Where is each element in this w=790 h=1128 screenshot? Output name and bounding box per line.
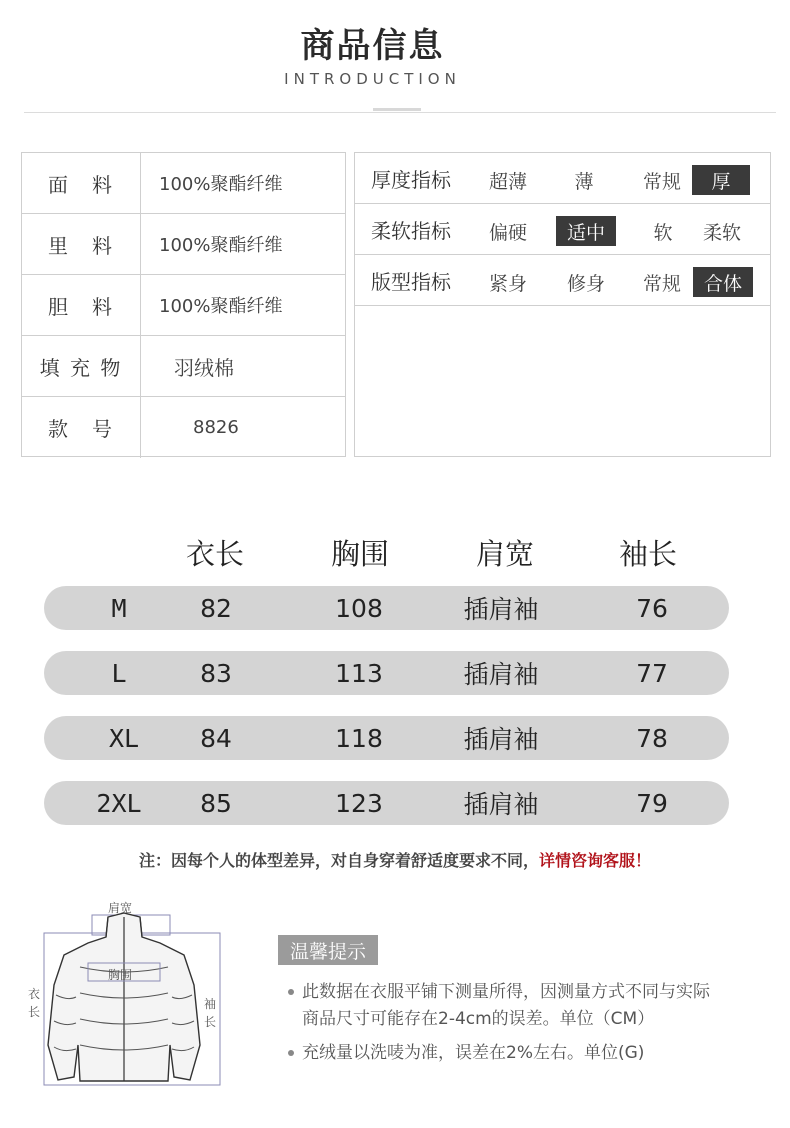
index-option: 偏硬 [488,221,527,244]
tip-measurement [288,979,768,1033]
size-cell-sleeve: 79 [636,788,668,818]
size-note-highlight: 详情咨询客服！ [539,851,652,870]
material-value: 100%聚酯纤维 [159,174,283,195]
size-cell-shoulder: 插肩袖 [463,725,539,754]
material-value: 100%聚酯纤维 [159,296,283,317]
index-option-selected: 适中 [556,216,616,246]
size-cell-size: 2XL [96,788,142,818]
size-header-chest: 胸围 [330,537,389,571]
index-label: 厚度指标 [371,167,451,192]
tip-filling [288,1040,768,1067]
diagram-label-length-2: 长 [28,1005,41,1019]
tips-title: 温馨提示 [278,935,378,965]
size-note [0,848,790,871]
size-cell-chest: 118 [335,723,383,753]
size-row-m [44,586,729,630]
material-row-inner [22,275,345,336]
size-cell-sleeve: 78 [636,723,668,753]
size-row-xl [44,716,729,760]
title-accent [373,108,421,111]
material-label: 填 充 物 [22,336,141,396]
size-cell-shoulder: 插肩袖 [463,595,539,624]
size-cell-chest: 113 [335,658,383,688]
diagram-label-shoulder: 肩宽 [108,901,133,915]
diagram-label-chest: 胸围 [108,968,133,982]
material-value: 100%聚酯纤维 [159,235,283,256]
material-row-shell [22,153,345,214]
tip-line: 商品尺寸可能存在2-4cm的误差。单位（CM） [302,1009,655,1029]
size-cell-length: 83 [200,658,232,688]
size-header-length: 衣长 [185,537,244,571]
material-label: 面 料 [22,153,141,213]
size-note-text: 注：因每个人的体型差异，对自身穿着舒适度要求不同， [138,851,539,870]
index-option: 常规 [642,170,681,193]
index-row-fit [355,255,770,306]
header-divider [24,112,776,113]
size-cell-shoulder: 插肩袖 [463,660,539,689]
jacket-icon [24,895,224,1090]
index-option-selected: 厚 [692,165,750,195]
material-row-lining [22,214,345,275]
size-cell-chest: 123 [335,788,383,818]
bullet-icon [288,989,294,995]
index-label: 柔软指标 [371,218,451,243]
index-option: 软 [653,221,673,244]
material-row-filling [22,336,345,397]
size-header-sleeve: 袖长 [618,537,677,571]
size-cell-shoulder: 插肩袖 [463,790,539,819]
index-table [354,152,771,457]
material-label: 款 号 [22,397,141,458]
jacket-measurement-diagram [24,895,224,1090]
size-cell-sleeve: 77 [636,658,668,688]
size-cell-chest: 108 [335,593,383,623]
tip-line: 充绒量以洗唛为准，误差在2%左右。单位(G) [302,1043,645,1063]
index-row-softness [355,204,770,255]
material-value: 8826 [193,417,239,438]
size-cell-size: XL [108,723,140,753]
diagram-label-length-1: 衣 [28,987,41,1001]
size-cell-length: 85 [200,788,232,818]
size-cell-sleeve: 76 [636,593,668,623]
index-row-thickness [355,153,770,204]
tip-line: 此数据在衣服平铺下测量所得，因测量方式不同与实际 [302,982,710,1002]
material-table [21,152,346,457]
size-row-l [44,651,729,695]
material-label: 胆 料 [22,275,141,335]
bullet-icon [288,1050,294,1056]
index-option: 柔软 [702,221,741,244]
material-label: 里 料 [22,214,141,274]
index-label: 版型指标 [371,269,451,294]
index-option: 常规 [642,272,681,295]
size-header-shoulder: 肩宽 [475,537,534,571]
index-option: 紧身 [488,272,527,295]
index-option: 薄 [574,170,594,193]
index-option: 修身 [566,272,605,295]
diagram-label-sleeve-1: 袖 [204,997,217,1011]
material-row-style-no [22,397,345,458]
index-option-selected: 合体 [693,267,753,297]
size-row-2xl [44,781,729,825]
size-cell-length: 84 [200,723,232,753]
size-cell-size: L [111,658,127,688]
page-subtitle: INTRODUCTION [284,70,461,88]
size-cell-length: 82 [200,593,232,623]
size-cell-size: M [111,593,127,623]
diagram-label-sleeve-2: 长 [204,1015,217,1029]
material-value: 羽绒棉 [174,355,234,380]
index-option: 超薄 [488,170,527,193]
page-title: 商品信息 [300,26,445,66]
